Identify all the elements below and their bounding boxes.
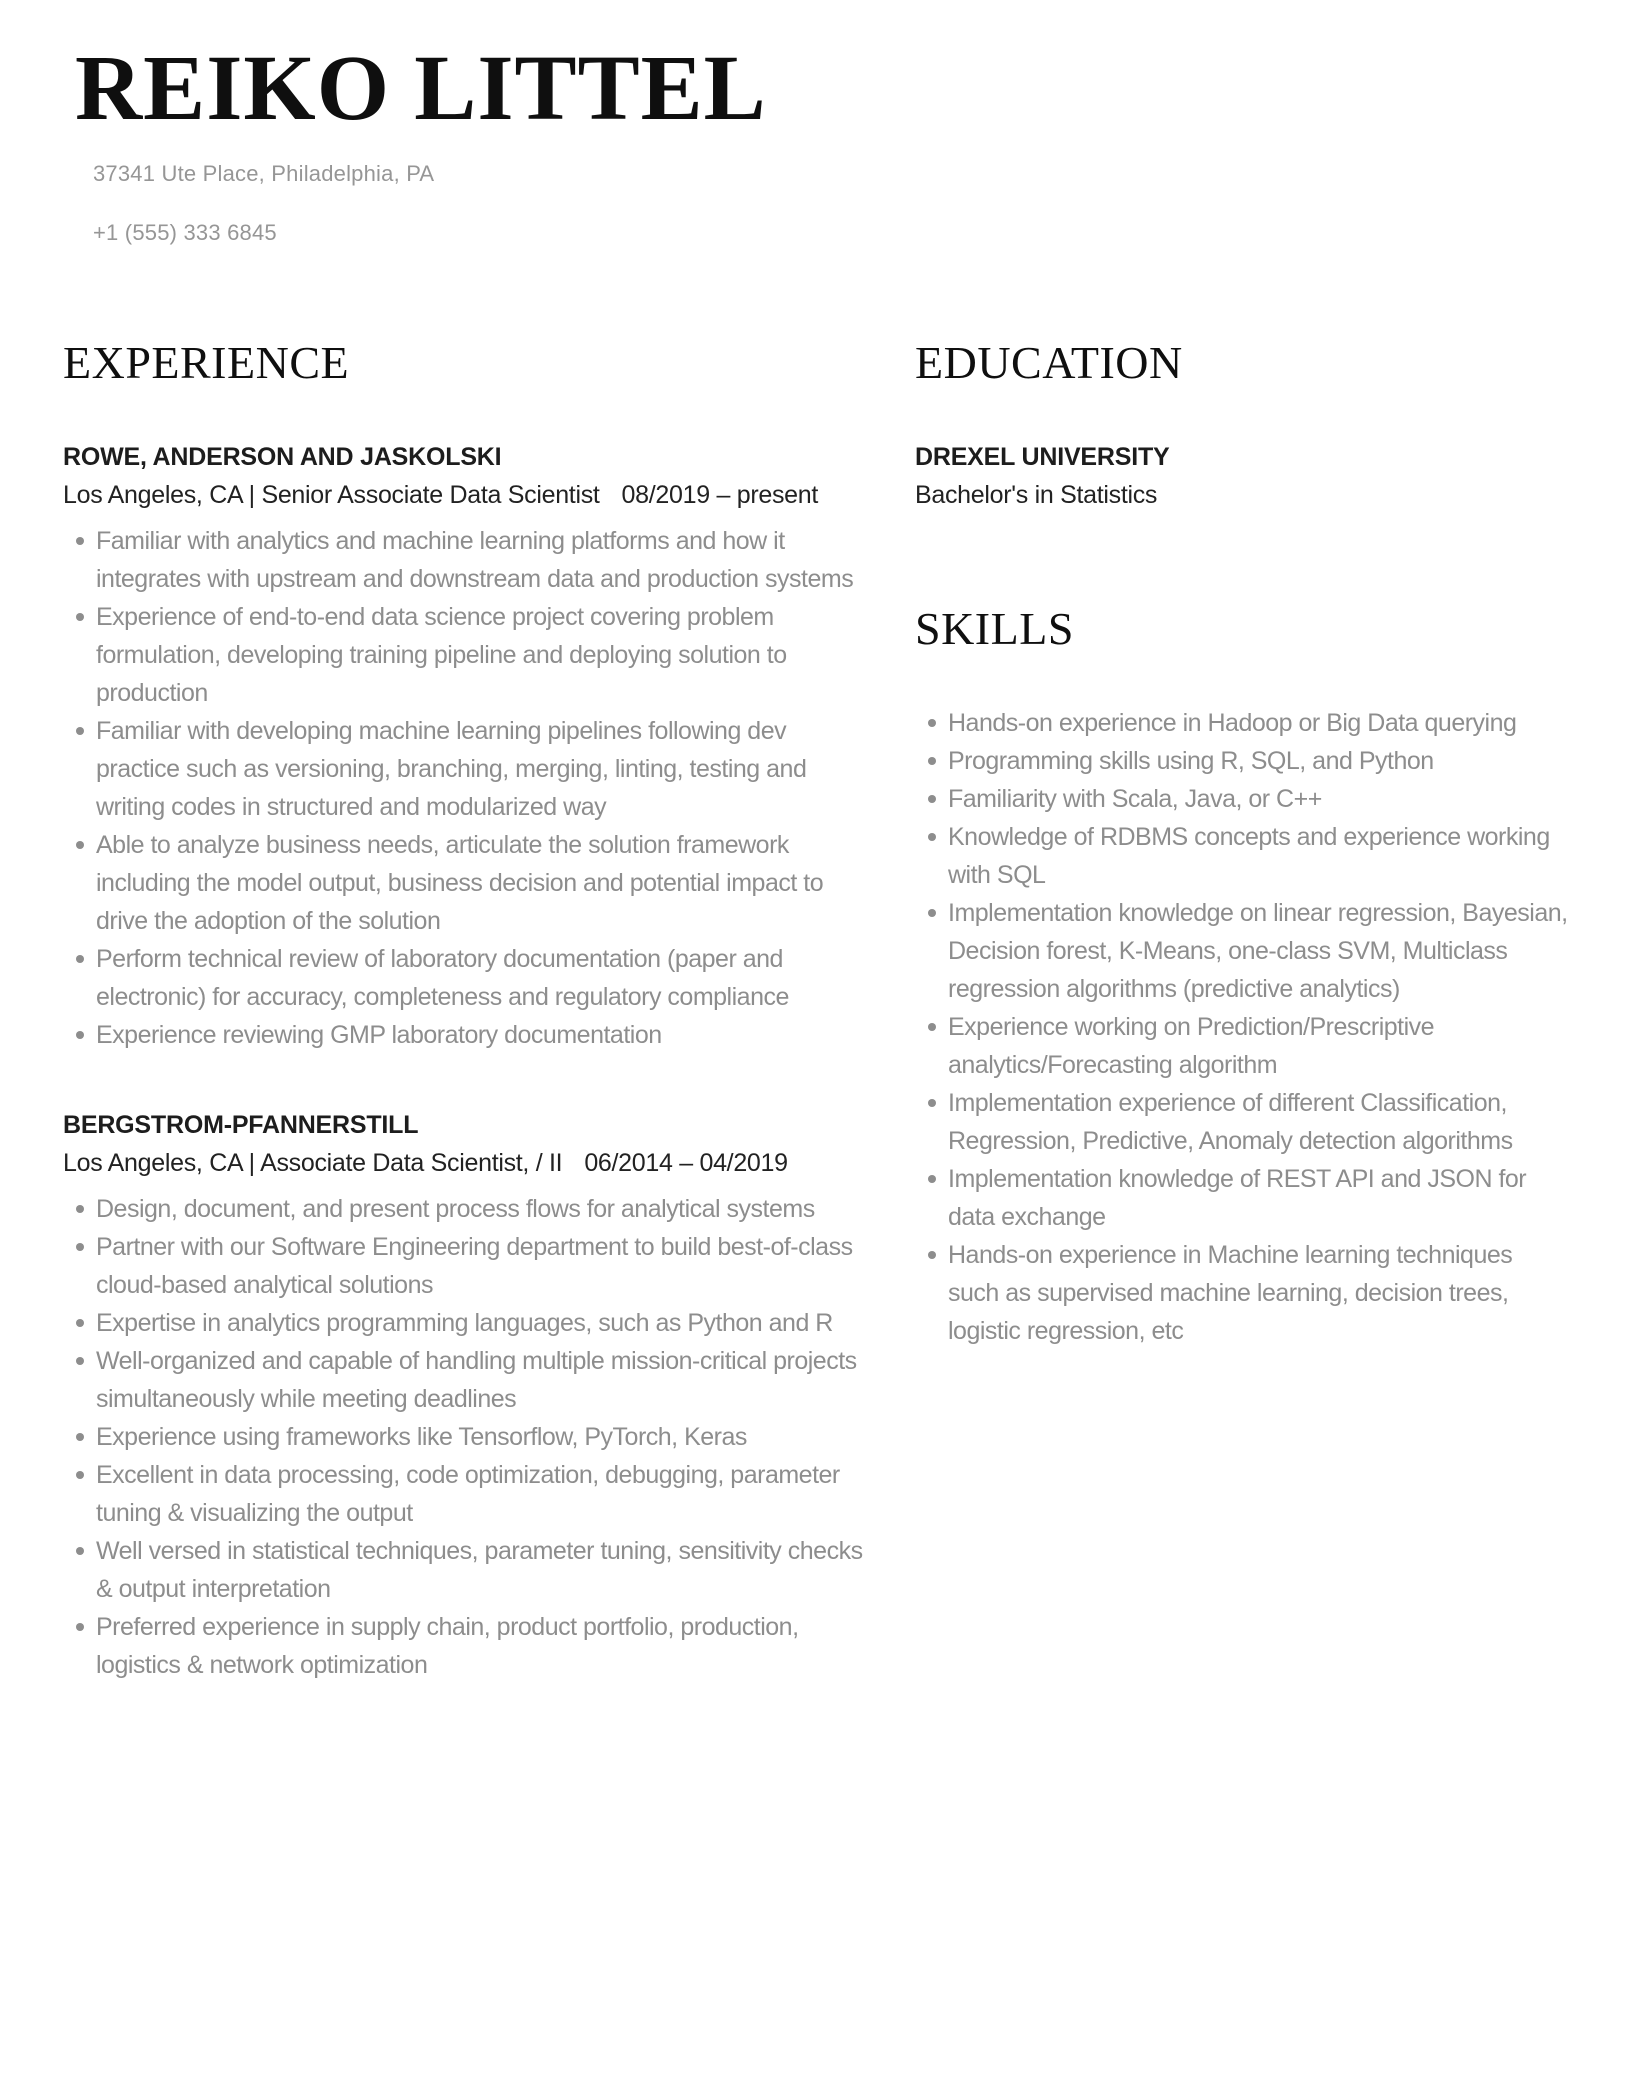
skill-item: Implementation knowledge on linear regression, Bayesian, Decision forest, K-Means, one-class SVM, Multiclass regression algorithms (predictive analytics) [915, 894, 1568, 1008]
job-entry-2 [63, 1110, 865, 1684]
education-heading: EDUCATION [915, 337, 1183, 388]
education-school: DREXEL UNIVERSITY [915, 442, 1170, 471]
bullet-item: Experience reviewing GMP laboratory documentation [63, 1016, 865, 1054]
job1-location-title: Los Angeles, CA | Senior Associate Data Scientist [63, 480, 600, 509]
bullet-item: Perform technical review of laboratory documentation (paper and electronic) for accuracy, completeness and regulatory compliance [63, 940, 865, 1016]
job2-company: BERGSTROM-PFANNERSTILL [63, 1110, 419, 1139]
skills-heading: SKILLS [915, 602, 1074, 654]
bullet-item: Well versed in statistical techniques, parameter tuning, sensitivity checks & output interpretation [63, 1532, 865, 1608]
job2-bullet-list [63, 1190, 865, 1684]
skill-item: Hands-on experience in Machine learning techniques such as supervised machine learning, decision trees, logistic regression, etc [915, 1236, 1568, 1350]
bullet-item: Design, document, and present process flows for analytical systems [63, 1190, 865, 1228]
job2-dates: 06/2014 – 04/2019 [584, 1148, 788, 1177]
job2-subtitle [63, 1148, 865, 1178]
education-skills-column [915, 337, 1568, 1684]
candidate-name: REIKO LITTEL [75, 37, 767, 140]
resume-header [0, 0, 1632, 246]
contact-info [93, 161, 1632, 246]
bullet-item: Well-organized and capable of handling multiple mission-critical projects simultaneously while meeting deadlines [63, 1342, 865, 1418]
bullet-item: Familiar with developing machine learning pipelines following dev practice such as versioning, branching, merging, linting, testing and writing codes in structured and modularized way [63, 712, 865, 826]
experience-heading: EXPERIENCE [63, 337, 350, 388]
job1-bullet-list [63, 522, 865, 1054]
job1-dates: 08/2019 – present [621, 480, 818, 509]
skill-item: Familiarity with Scala, Java, or C++ [915, 780, 1568, 818]
skill-item: Programming skills using R, SQL, and Python [915, 742, 1568, 780]
bullet-item: Excellent in data processing, code optimization, debugging, parameter tuning & visualizing the output [63, 1456, 865, 1532]
bullet-item: Preferred experience in supply chain, product portfolio, production, logistics & network optimization [63, 1608, 865, 1684]
education-section [915, 337, 1568, 510]
job2-location-title: Los Angeles, CA | Associate Data Scientist, / II [63, 1148, 563, 1177]
bullet-item: Expertise in analytics programming languages, such as Python and R [63, 1304, 865, 1342]
job1-company: ROWE, ANDERSON AND JASKOLSKI [63, 442, 502, 471]
skill-item: Implementation knowledge of REST API and JSON for data exchange [915, 1160, 1568, 1236]
bullet-item: Experience using frameworks like Tensorflow, PyTorch, Keras [63, 1418, 865, 1456]
bullet-item: Partner with our Software Engineering department to build best-of-class cloud-based analytical solutions [63, 1228, 865, 1304]
bullet-item: Familiar with analytics and machine learning platforms and how it integrates with upstream and downstream data and production systems [63, 522, 865, 598]
job1-subtitle [63, 480, 865, 510]
contact-address: 37341 Ute Place, Philadelphia, PA [93, 161, 435, 186]
job-entry-1 [63, 442, 865, 1054]
skill-item: Experience working on Prediction/Prescriptive analytics/Forecasting algorithm [915, 1008, 1568, 1084]
bullet-item: Experience of end-to-end data science project covering problem formulation, developing training pipeline and deploying solution to production [63, 598, 865, 712]
skill-item: Knowledge of RDBMS concepts and experience working with SQL [915, 818, 1568, 894]
contact-phone: +1 (555) 333 6845 [93, 220, 277, 245]
education-degree: Bachelor's in Statistics [915, 480, 1158, 509]
skill-item: Hands-on experience in Hadoop or Big Data querying [915, 704, 1568, 742]
skills-section [915, 603, 1568, 1350]
skills-list [915, 704, 1568, 1350]
experience-column [63, 337, 865, 1684]
bullet-item: Able to analyze business needs, articulate the solution framework including the model output, business decision and potential impact to drive the adoption of the solution [63, 826, 865, 940]
skill-item: Implementation experience of different Classification, Regression, Predictive, Anomaly detection algorithms [915, 1084, 1568, 1160]
resume-body [0, 337, 1632, 1684]
